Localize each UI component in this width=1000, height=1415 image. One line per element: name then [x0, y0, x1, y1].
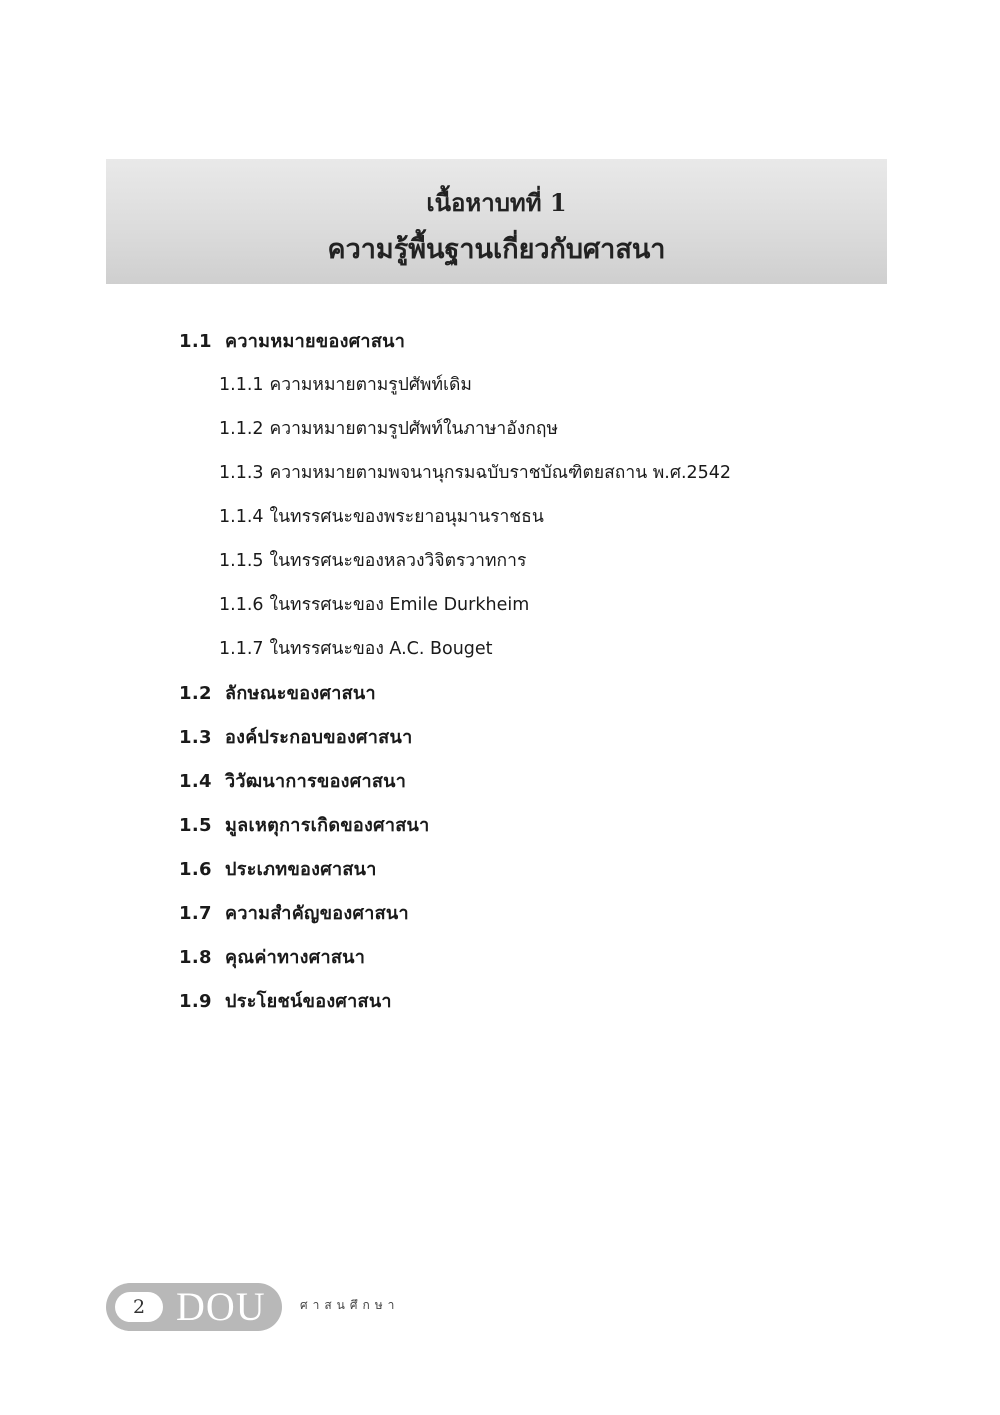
toc-number: 1.1.4: [219, 507, 264, 527]
toc-number: 1.5: [179, 815, 212, 836]
toc-number: 1.9: [179, 991, 212, 1012]
toc-title: ความหมายของศาสนา: [225, 331, 406, 352]
dou-logo: DOU: [176, 1284, 266, 1329]
toc-subsection-1-1-4: [219, 502, 544, 530]
toc-number: 1.1.5: [219, 551, 264, 571]
toc-number: 1.4: [179, 771, 212, 792]
toc-section-1-7: [179, 898, 409, 927]
toc-title: วิวัฒนาการของศาสนา: [225, 771, 407, 792]
toc-number: 1.1: [179, 331, 212, 352]
toc-section-1-9: [179, 986, 392, 1015]
toc-number: 1.8: [179, 947, 212, 968]
toc-subsection-1-1-3: [219, 458, 731, 486]
toc-section-1-2: [179, 678, 376, 707]
toc-title: มูลเหตุการเกิดของศาสนา: [225, 815, 430, 836]
toc-title: ในทรรศนะของ Emile Durkheim: [269, 595, 530, 615]
toc-number: 1.7: [179, 903, 212, 924]
toc-number: 1.6: [179, 859, 212, 880]
toc-section-1-8: [179, 942, 365, 971]
footer-course-name: ศาสนศึกษา: [300, 1298, 400, 1312]
toc-number: 1.1.3: [219, 463, 264, 483]
toc-title: ประเภทของศาสนา: [225, 859, 377, 880]
toc-title: ลักษณะของศาสนา: [225, 683, 376, 704]
chapter-label: เนื้อหาบทที่ 1: [426, 188, 567, 217]
toc-number: 1.1.6: [219, 595, 264, 615]
toc-title: ประโยชน์ของศาสนา: [225, 991, 392, 1012]
toc-subsection-1-1-2: [219, 414, 558, 442]
toc-title: ความหมายตามรูปศัพท์เดิม: [269, 375, 472, 395]
toc-title: ในทรรศนะของพระยาอนุมานราชธน: [269, 507, 544, 527]
toc-title: ความหมายตามรูปศัพท์ในภาษาอังกฤษ: [269, 419, 559, 439]
footer-badge: [106, 1283, 282, 1331]
toc-subsection-1-1-1: [219, 370, 472, 398]
toc-number: 1.1.7: [219, 639, 264, 659]
toc-section-1-4: [179, 766, 406, 795]
toc-section-1-1: [179, 326, 405, 355]
toc-title: ในทรรศนะของหลวงวิจิตรวาทการ: [269, 551, 527, 571]
toc-number: 1.3: [179, 727, 212, 748]
toc-number: 1.1.2: [219, 419, 264, 439]
toc-section-1-3: [179, 722, 412, 751]
toc-section-1-5: [179, 810, 430, 839]
toc-subsection-1-1-6: [219, 590, 529, 618]
toc-number: 1.1.1: [219, 375, 264, 395]
page-number: 2: [115, 1292, 163, 1322]
toc-title: ความสำคัญของศาสนา: [225, 903, 409, 924]
toc-title: องค์ประกอบของศาสนา: [225, 727, 413, 748]
toc-title: ความหมายตามพจนานุกรมฉบับราชบัณฑิตยสถาน พ.ศ.2542: [269, 463, 732, 483]
toc-title: คุณค่าทางศาสนา: [225, 947, 366, 968]
chapter-header-band: [106, 159, 887, 284]
toc-subsection-1-1-7: [219, 634, 493, 662]
chapter-title: ความรู้พื้นฐานเกี่ยวกับศาสนา: [327, 234, 666, 265]
toc-number: 1.2: [179, 683, 212, 704]
toc-subsection-1-1-5: [219, 546, 526, 574]
toc-section-1-6: [179, 854, 377, 883]
toc-title: ในทรรศนะของ A.C. Bouget: [269, 639, 493, 659]
